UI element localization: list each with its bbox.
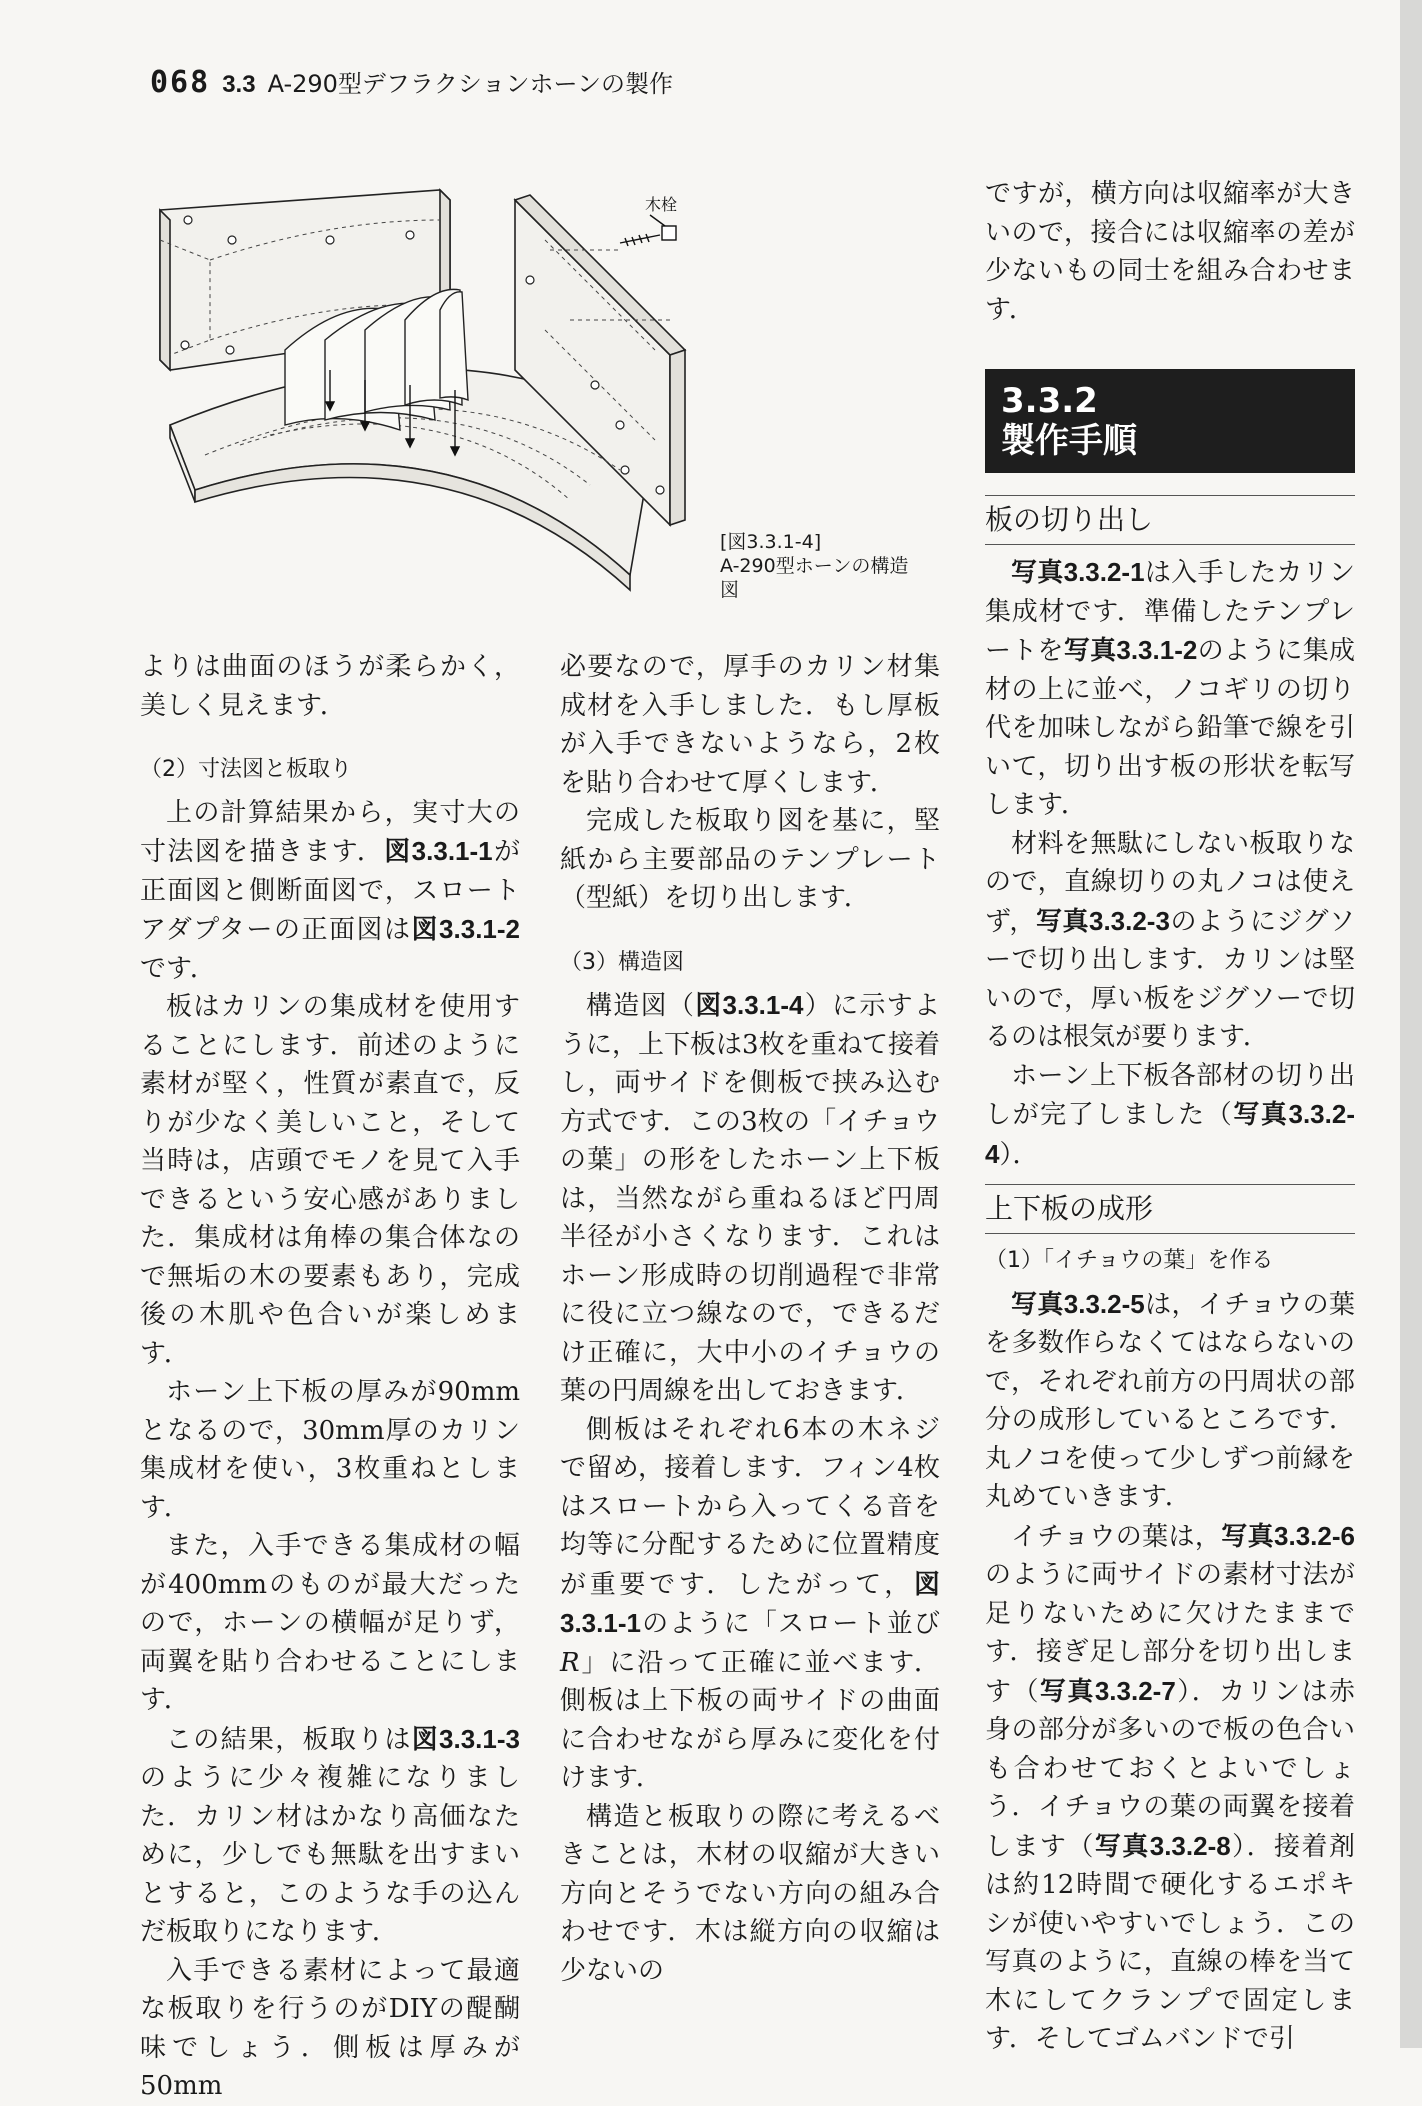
horn-structure-figure [150, 180, 790, 610]
subsection-heading: （3）構造図 [560, 949, 684, 975]
photo-reference: 写真3.3.1-2 [1063, 635, 1198, 665]
subsection-heading: （2）寸法図と板取り [140, 757, 352, 782]
section-title: 製作手順 [1001, 421, 1137, 461]
paragraph: 板はカリンの集成材を使用することにします．前述のように素材が堅く，性質が素直で，反りが少なく美しいこと，そして当時は，店頭でモノを見て入手できるという安心感がありました．集成材は角棒の集合体なので無垢の木の要素もあり，完成後の木肌や色合いが楽しめます． [140, 992, 520, 1369]
photo-reference: 写真3.3.2-1 [1011, 557, 1145, 587]
section-number: 3.3.2 [1001, 381, 1098, 421]
photo-reference: 写真3.3.2-6 [1221, 1520, 1355, 1551]
figure-reference: 図3.3.1-4 [695, 990, 804, 1020]
paragraph: 上の計算結果から，実寸大の寸法図を描きます．図3.3.1-1が正面図と側断面図で，スロートアダプターの正面図は図3.3.1-2です． [140, 797, 520, 984]
figure-caption-id: [図3.3.1-4] [720, 531, 822, 553]
photo-reference: 写真3.3.2-5 [1011, 1288, 1145, 1319]
wooden-plug-label: 木栓 [645, 195, 678, 214]
paragraph: 完成した板取り図を基に，堅紙から主要部品のテンプレート（型紙）を切り出します． [560, 806, 940, 913]
photo-reference: 写真3.3.2-7 [1039, 1675, 1176, 1706]
photo-reference: 写真3.3.2-4 [985, 1099, 1355, 1169]
paragraph: イチョウの葉は，写真3.3.2-6のように両サイドの素材寸法が足りないために欠けたままです．接ぎ足し部分を切り出します（写真3.3.2-7）．カリンは赤身の部分が多いので板の色合いも合わせておくとよいでしょう．イチョウの葉の両翼を接着します（写真3.3.2-8）．接着剤は約12時間で硬化するエポキシが使いやすいでしょう．この写真のように，直線の棒を当て木にしてクランプで固定します．そしてゴムバンドで引 [985, 1520, 1355, 2054]
paragraph: 構造と板取りの際に考えるべきことは，木材の収縮が大きい方向とそうでない方向の組み合わせです．木は縦方向の収縮は少ないの [560, 1801, 940, 1986]
paragraph: 側板はそれぞれ6本の木ネジで留め，接着します．フィン4枚はスロートから入ってくる音を均等に分配するために位置精度が重要です．したがって，図3.3.1-1のように「スロート並びR」に沿って正確に並べます．側板は上下板の両サイドの曲面に合わせながら厚みに変化を付けます． [560, 1414, 940, 1793]
text-column-3 [985, 175, 1355, 2059]
figure-reference: 図3.3.1-1 [384, 836, 493, 866]
page-number: 068 [150, 65, 211, 100]
paragraph: 材料を無駄にしない板取りなので，直線切りの丸ノコは使えず，写真3.3.2-3のようにジグソーで切り出します．カリンは堅いので，厚い板をジグソーで切るのは根気が要ります． [985, 828, 1356, 1052]
paragraph: ホーン上下板各部材の切り出しが完了しました（写真3.3.2-4）． [985, 1060, 1355, 1170]
photo-reference: 写真3.3.2-3 [1035, 905, 1170, 936]
subsection-heading: （1）「イチョウの葉」を作る [985, 1248, 1274, 1273]
paragraph: 必要なので，厚手のカリン材集成材を入手しました．もし厚板が入手できないようなら，2枚を貼り合わせて厚くします． [560, 652, 940, 798]
paragraph: ですが，横方向は収縮率が大きいので，接合には収縮率の差が少ないもの同士を組み合わせます． [985, 179, 1355, 325]
figure-caption [720, 530, 920, 602]
figure-reference: 図3.3.1-3 [411, 1723, 520, 1754]
running-header [150, 64, 673, 104]
figure-reference: 図3.3.1-1 [560, 1568, 940, 1638]
figure-caption-text: A-290型ホーンの構造図 [720, 555, 909, 601]
paragraph: ホーン上下板の厚みが90mmとなるので，30mm厚のカリン集成材を使い，3枚重ねとします． [140, 1377, 520, 1523]
subheading-cutting: 板の切り出し [985, 495, 1355, 545]
text-column-2 [560, 648, 940, 1990]
paragraph: 入手できる素材によって最適な板取りを行うのがDIYの醍醐味でしょう．側板は厚みが50mm [140, 1955, 520, 2101]
paragraph: また，入手できる集成材の幅が400mmのものが最大だったので，ホーンの横幅が足りず，両翼を貼り合わせることにします． [140, 1531, 520, 1715]
paragraph: この結果，板取りは図3.3.1-3のように少々複雑になりました．カリン材はかなり高価なために，少しでも無駄を出すまいとすると，このような手の込んだ板取りになります． [140, 1723, 520, 1947]
horn-structure-diagram [150, 180, 790, 610]
header-section-number: 3.3 [222, 71, 256, 98]
section-heading-box [985, 369, 1355, 473]
header-section-title: A-290型デフラクションホーンの製作 [267, 70, 673, 98]
paragraph: 写真3.3.2-1は入手したカリン集成材です．準備したテンプレートを写真3.3.1-2のように集成材の上に並べ，ノコギリの切り代を加味しながら鉛筆で線を引いて，切り出す板の形状を転写します． [985, 557, 1355, 820]
paragraph: 写真3.3.2-5は，イチョウの葉を多数作らなくてはならないので，それぞれ前方の円周状の部分の成形しているところです．丸ノコを使って少しずつ前縁を丸めていきます． [985, 1288, 1355, 1512]
paragraph: 構造図（図3.3.1-4）に示すように，上下板は3枚を重ねて接着し，両サイドを側板で挟み込む方式です．この3枚の「イチョウの葉」の形をしたホーン上下板は，当然ながら重ねるほど円周半径が小さくなります．これはホーン形成時の切削過程で非常に役に立つ線なので，できるだけ正確に，大中小のイチョウの葉の円周線を出しておきます． [560, 990, 940, 1406]
figure-reference: 図3.3.1-2 [411, 914, 520, 944]
paragraph: よりは曲面のほうが柔らかく，美しく見えます． [140, 652, 520, 721]
page-edge-shadow [1400, 0, 1422, 2048]
photo-reference: 写真3.3.2-8 [1094, 1830, 1231, 1861]
subheading-shaping: 上下板の成形 [985, 1184, 1355, 1234]
text-column-1 [140, 648, 520, 2106]
